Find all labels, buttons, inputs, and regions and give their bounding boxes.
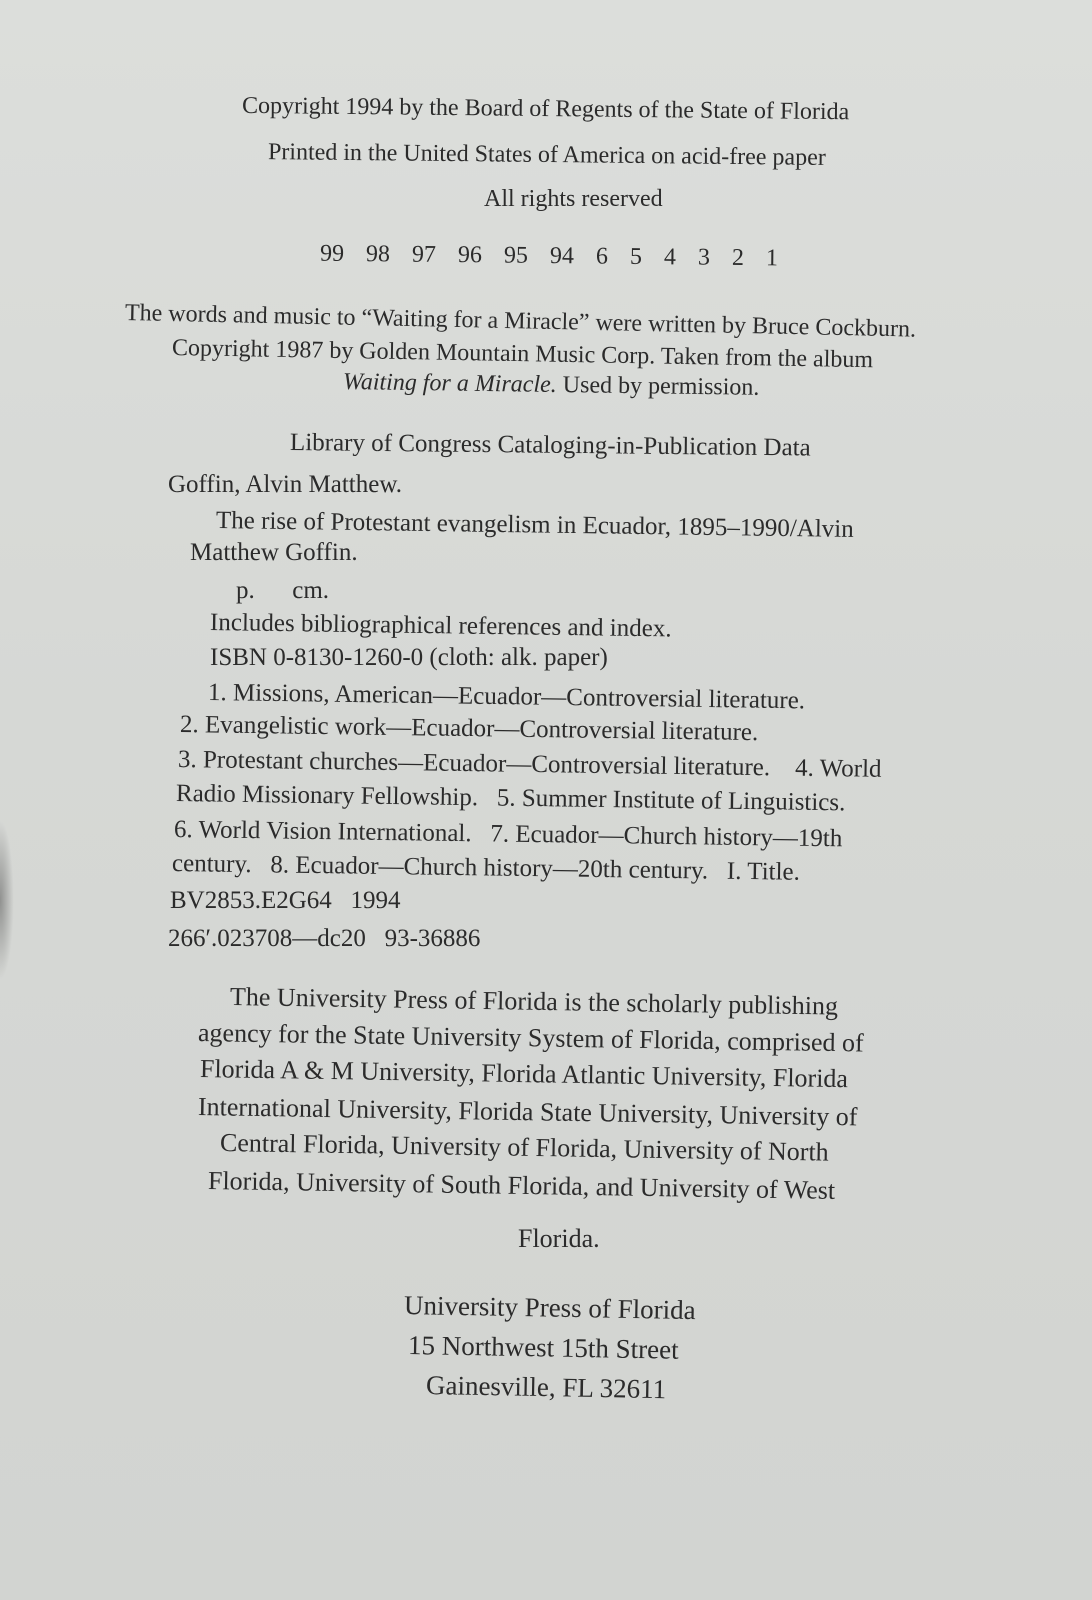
press-line-5: Central Florida, University of Florida, University of North xyxy=(219,1128,829,1167)
cip-dewey: 266′.023708—dc20 93-36886 xyxy=(168,925,481,952)
cip-notes: Includes bibliographical references and index. xyxy=(209,609,672,643)
press-line-1: The University Press of Florida is the scholarly publishing xyxy=(229,982,839,1021)
press-line-4: International University, Florida State University, University of xyxy=(197,1092,858,1132)
publisher-street: 15 Northwest 15th Street xyxy=(407,1330,679,1365)
page-edge-shadow xyxy=(0,820,14,980)
printed-line: Printed in the United States of America on acid-free paper xyxy=(267,139,826,171)
publisher-name: University Press of Florida xyxy=(403,1290,696,1326)
cip-call-number: BV2853.E2G64 1994 xyxy=(170,887,401,914)
cip-subject-6: century. 8. Ecuador—Church history—20th century. I. Title. xyxy=(171,850,801,886)
cip-subject-3: 3. Protestant churches—Ecuador—Controversial literature. 4. World xyxy=(177,746,882,783)
cip-subject-5: 6. World Vision International. 7. Ecuador—Church history—19th xyxy=(173,816,843,853)
cip-subject-4: Radio Missionary Fellowship. 5. Summer Institute of Linguistics. xyxy=(175,780,846,817)
permission-line-2: Copyright 1987 by Golden Mountain Music Corp. Taken from the album xyxy=(171,335,874,374)
cip-physical: p. cm. xyxy=(236,577,330,604)
press-line-2: agency for the State University System of Florida, comprised of xyxy=(197,1018,864,1058)
cip-subject-2: 2. Evangelistic work—Ecuador—Controversial literature. xyxy=(179,711,759,747)
press-line-7: Florida. xyxy=(518,1224,600,1253)
permission-line-3 xyxy=(343,367,760,403)
cip-title-line-2: Matthew Goffin. xyxy=(190,539,358,566)
album-title: Waiting for a Miracle. xyxy=(342,369,557,398)
cip-isbn: ISBN 0-8130-1260-0 (cloth: alk. paper) xyxy=(210,644,608,671)
copyright-line: Copyright 1994 by the Board of Regents of the State of Florida xyxy=(241,92,850,126)
cip-heading: Library of Congress Cataloging-in-Publication Data xyxy=(289,429,811,462)
press-line-6: Florida, University of South Florida, and University of West xyxy=(207,1166,836,1205)
printing-numbers: 99 98 97 96 95 94 6 5 4 3 2 1 xyxy=(319,240,779,272)
permission-line-1: The words and music to “Waiting for a Miracle” were written by Bruce Cockburn. xyxy=(124,300,917,343)
permission-tail: Used by permission. xyxy=(556,371,760,401)
press-line-3: Florida A & M University, Florida Atlantic University, Florida xyxy=(199,1054,849,1094)
cip-subject-1: 1. Missions, American—Ecuador—Controversial literature. xyxy=(207,679,806,715)
cip-author: Goffin, Alvin Matthew. xyxy=(168,471,403,498)
cip-title-line-1: The rise of Protestant evangelism in Ecuador, 1895–1990/Alvin xyxy=(215,507,854,543)
rights-line: All rights reserved xyxy=(484,186,663,212)
publisher-city: Gainesville, FL 32611 xyxy=(425,1370,667,1405)
